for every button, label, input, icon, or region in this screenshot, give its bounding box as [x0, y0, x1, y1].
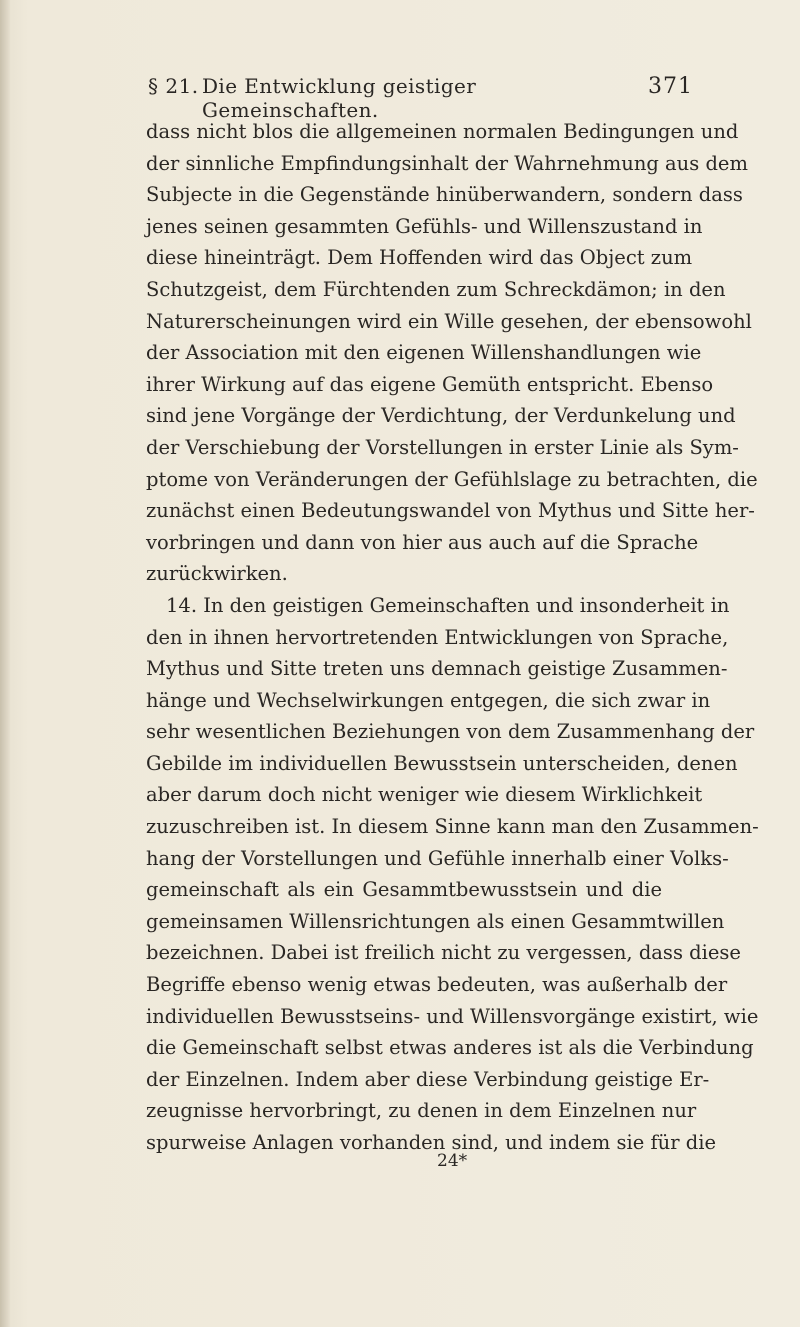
text-line: den in ihnen hervortretenden Entwicklungen von Sprache,: [146, 625, 729, 649]
text-line: die Gemeinschaft selbst etwas anderes ist als die Verbindung: [146, 1036, 754, 1060]
signature-mark: 24*: [437, 1151, 468, 1171]
running-head: [148, 74, 693, 122]
text-line: zunächst einen Bedeutungswandel von Mythus und Sitte her-: [146, 499, 755, 523]
body-text: [146, 116, 759, 1159]
text-line: spurweise Anlagen vorhanden sind, und indem sie für die: [146, 1131, 716, 1154]
text-line: diese hineinträgt. Dem Hoffenden wird das Object zum: [146, 246, 693, 270]
text-line: dass nicht blos die allgemeinen normalen Bedingungen und: [146, 120, 739, 143]
text-line: individuellen Bewusstseins- und Willensvorgänge existirt, wie: [146, 1004, 759, 1028]
text-line: der Association mit den eigenen Willenshandlungen wie: [146, 341, 702, 365]
text-line: gemeinsamen Willensrichtungen als einen Gesammtwillen: [146, 909, 725, 933]
text-line: aber darum doch nicht weniger wie diesem Wirklichkeit: [146, 783, 703, 807]
text-line: sehr wesentlichen Beziehungen von dem Zusammenhang der: [146, 720, 755, 744]
text-line: Gebilde im individuellen Bewusstsein unterscheiden, denen: [146, 751, 738, 775]
text-line: Mythus und Sitte treten uns demnach geistige Zusammen-: [146, 657, 728, 681]
text-line: jenes seinen gesammten Gefühls- und Willenszustand in: [146, 214, 703, 238]
text-line: zuzuschreiben ist. In diesem Sinne kann man den Zusammen-: [146, 815, 759, 839]
text-line: Subjecte in die Gegenstände hinüberwandern, sondern dass: [146, 183, 743, 207]
text-line: Schutzgeist, dem Fürchtenden zum Schreckdämon; in den: [146, 277, 726, 301]
text-line: zeugnisse hervorbringt, zu denen in dem Einzelnen nur: [146, 1099, 697, 1123]
text-line: der Verschiebung der Vorstellungen in erster Linie als Sym-: [146, 435, 739, 459]
paragraph-start-line: 14. In den geistigen Gemeinschaften und insonderheit in: [166, 593, 730, 617]
text-line: gemeinschaft als ein Gesammtbewusstsein und die: [146, 878, 662, 902]
page-binding-edge: [0, 0, 10, 1327]
text-line: der Einzelnen. Indem aber diese Verbindung geistige Er-: [146, 1067, 710, 1091]
section-number: § 21.: [148, 74, 199, 98]
text-line: vorbringen und dann von hier aus auch auf die Sprache: [146, 530, 699, 554]
text-line: ptome von Veränderungen der Gefühlslage zu betrachten, die: [146, 467, 758, 491]
chapter-title: Die Entwicklung geistiger Gemeinschaften.: [202, 74, 477, 122]
text-line: Naturerscheinungen wird ein Wille gesehen, der ebensowohl: [146, 309, 752, 333]
text-line: zurückwirken.: [146, 562, 288, 586]
text-line: hänge und Wechselwirkungen entgegen, die sich zwar in: [146, 688, 711, 712]
page-number: 371: [648, 74, 693, 99]
text-line: hang der Vorstellungen und Gefühle innerhalb einer Volks-: [146, 846, 729, 870]
text-line: sind jene Vorgänge der Verdichtung, der Verdunkelung und: [146, 404, 736, 428]
text-line: bezeichnen. Dabei ist freilich nicht zu vergessen, dass diese: [146, 941, 741, 965]
text-line: ihrer Wirkung auf das eigene Gemüth entspricht. Ebenso: [146, 372, 714, 396]
text-line: Begriffe ebenso wenig etwas bedeuten, was außerhalb der: [146, 973, 728, 997]
text-line: der sinnliche Empfindungsinhalt der Wahrnehmung aus dem: [146, 151, 748, 175]
